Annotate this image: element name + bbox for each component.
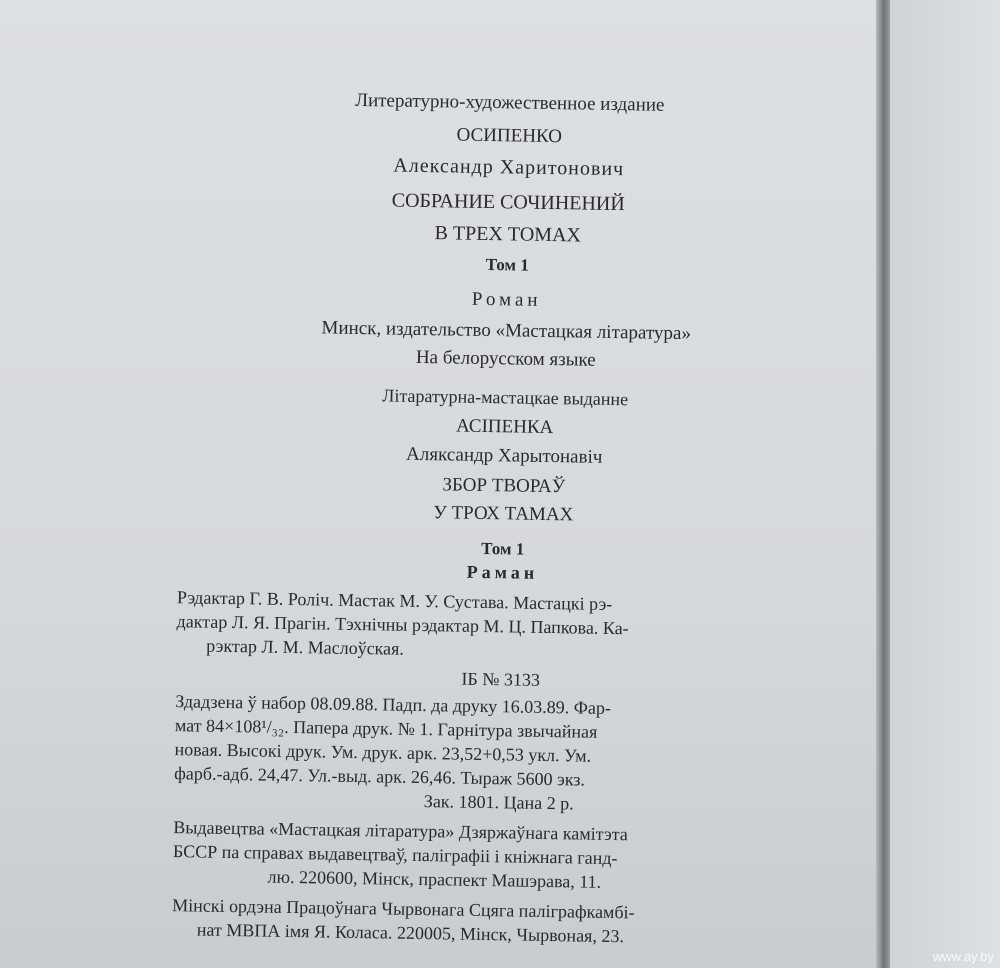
by-genre: Раман	[466, 561, 539, 583]
ru-language: На белорусском языке	[415, 346, 596, 371]
ru-title-line-1: СОБРАНИЕ СОЧИНЕНИЙ	[391, 189, 625, 216]
ru-volume: Том 1	[485, 254, 529, 275]
by-title-line-2: У ТРОХ ТАМАХ	[433, 502, 574, 526]
by-author-name: Аляксандр Харытонавіч	[405, 443, 603, 468]
publisher-line: Выдавецтва «Мастацкая літаратура» Дзяржаўнага камітэта	[173, 817, 629, 845]
book-gutter	[876, 0, 890, 968]
ru-genre: Роман	[471, 288, 542, 311]
by-title-line-1: ЗБОР ТВОРАЎ	[442, 474, 566, 498]
publisher-line: БССР па справах выдавецтваў, паліграфіі і кніжнага ганд-	[172, 841, 618, 869]
watermark: www.ay.by	[932, 949, 994, 964]
by-edition-type: Літаратурна-мастацкае выданне	[382, 385, 629, 410]
ru-author-name: Александр Харитонович	[393, 154, 625, 181]
ru-title-line-2: В ТРЕХ ТОМАХ	[434, 222, 582, 247]
printer-line: Мінскі ордэна Працоўнага Чырвонага Сцяга паліграфкамбі-	[172, 895, 635, 923]
production-line: фарб.-адб. 24,47. Ул.-выд. арк. 26,46. Тыраж 5600 экз.	[174, 763, 586, 790]
by-volume: Том 1	[481, 538, 525, 559]
production-line: новая. Высокі друк. Ум. друк. арк. 23,52+0,53 укл. Ум.	[174, 739, 592, 766]
imprint-editors-line: рэктар Л. М. Маслоўская.	[206, 635, 405, 659]
ru-publisher: Минск, издательство «Мастацкая літаратура»	[321, 317, 692, 345]
production-line: Зак. 1801. Цана 2 р.	[423, 791, 574, 814]
production-line: Здадзена ў набор 08.09.88. Падп. да друку 16.03.89. Фар-	[175, 691, 612, 719]
facing-page	[890, 0, 1000, 968]
ru-edition-type: Литературно-художественное издание	[354, 89, 665, 116]
printer-line: нат МВПА імя Я. Коласа. 220005, Мінск, Чырвоная, 23.	[196, 919, 625, 947]
imprint-editors-line: дактар Л. Я. Прагін. Тэхнічны рэдактар М. Ц. Папкова. Ка-	[176, 611, 629, 639]
by-author-surname: АСІПЕНКА	[455, 415, 554, 439]
ib-number: ІБ № 3133	[461, 668, 541, 690]
ru-author-surname: ОСИПЕНКО	[456, 124, 563, 148]
publisher-line: лю. 220600, Мінск, праспект Машэрава, 11.	[267, 866, 602, 892]
production-line: мат 84×108¹/₃₂. Папера друк. № 1. Гарнітура звычайная	[174, 715, 598, 742]
imprint-editors-line: Рэдактар Г. В. Роліч. Мастак М. У. Сустава. Мастацкі рэ-	[176, 587, 613, 615]
